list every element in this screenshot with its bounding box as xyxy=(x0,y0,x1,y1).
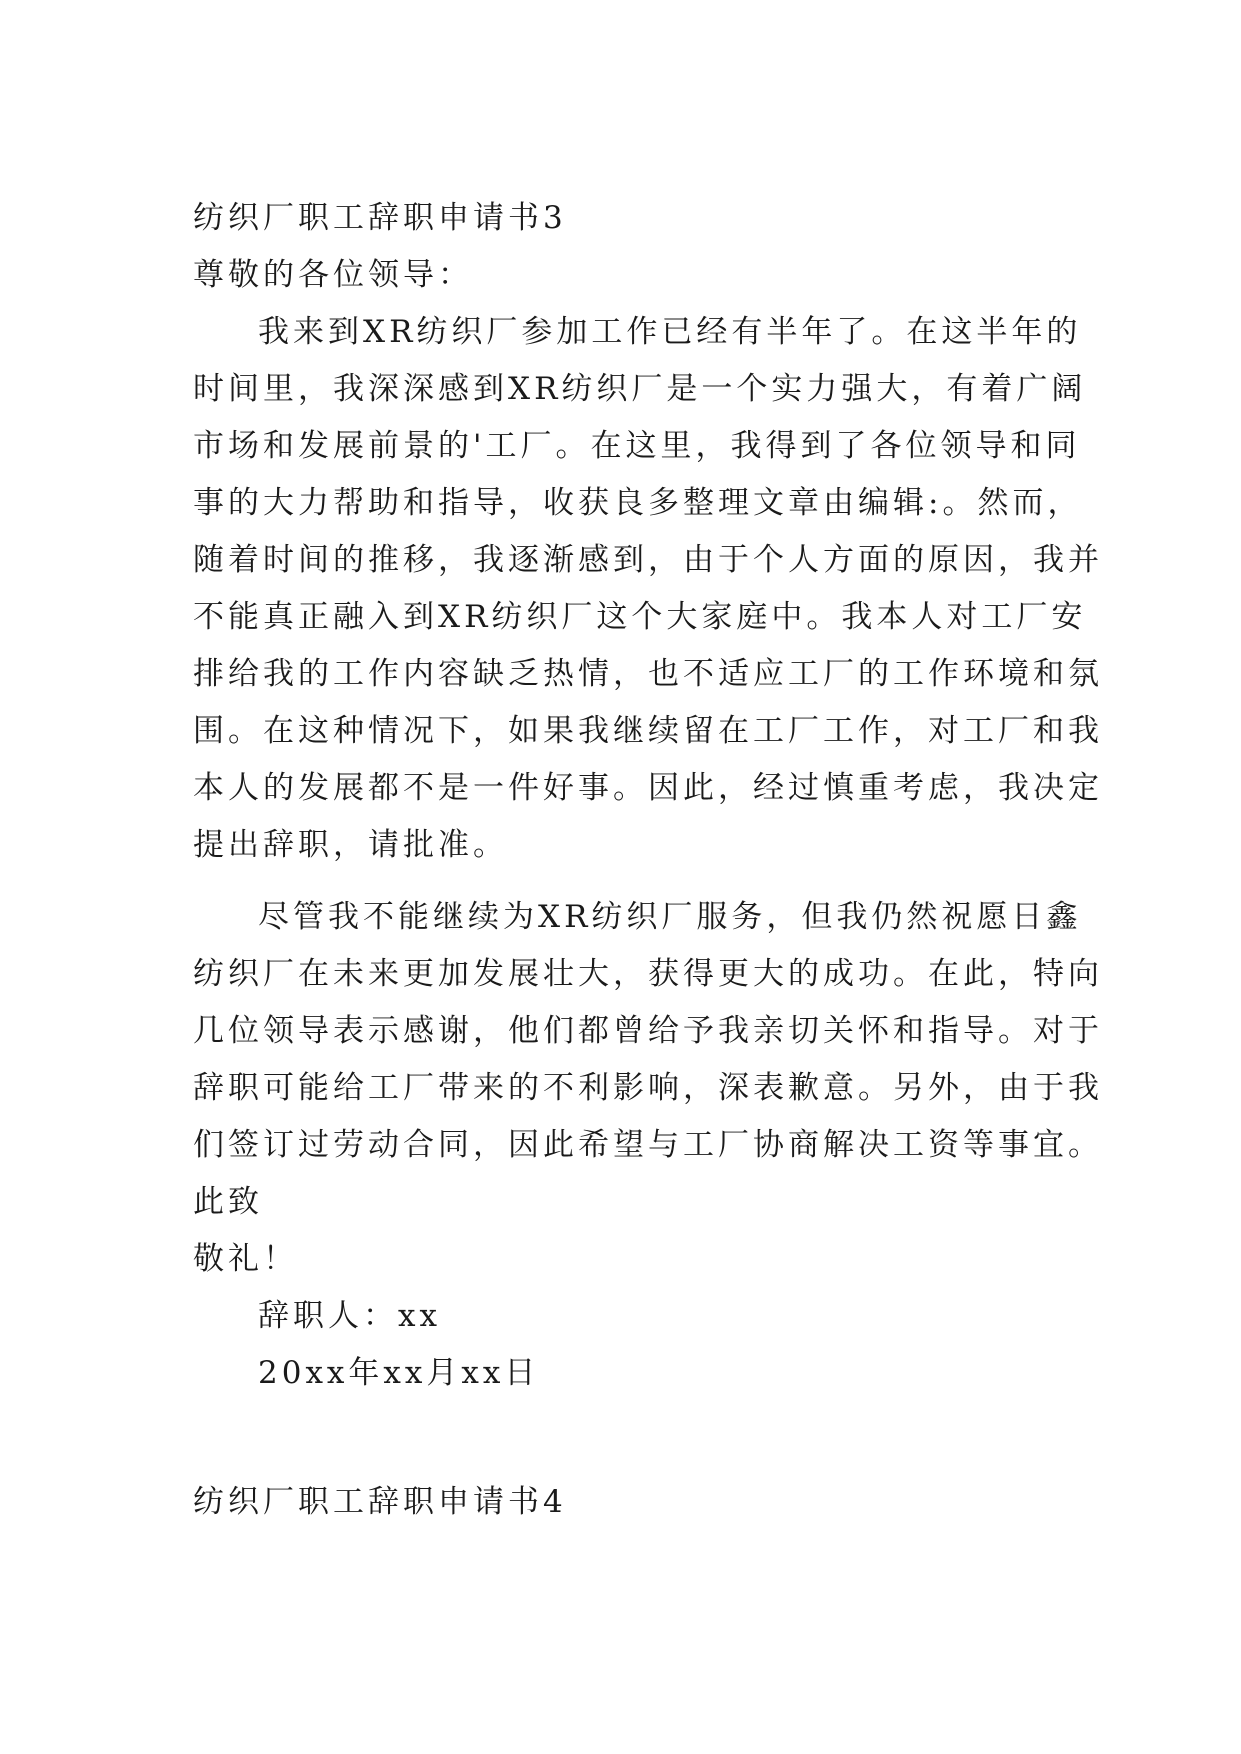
paragraph-line: 排给我的工作内容缺乏热情，也不适应工厂的工作环境和氛 xyxy=(193,656,1103,692)
closing-jing-li: 敬礼！ xyxy=(193,1241,298,1277)
salutation: 尊敬的各位领导： xyxy=(193,257,473,293)
paragraph-line: 们签订过劳动合同，因此希望与工厂协商解决工资等事宜。 xyxy=(193,1127,1103,1163)
paragraph-line: 时间里，我深深感到XR纺织厂是一个实力强大，有着广阔 xyxy=(193,371,1087,407)
paragraph-line: 辞职可能给工厂带来的不利影响，深表歉意。另外，由于我 xyxy=(193,1070,1103,1106)
paragraph-line: 事的大力帮助和指导，收获良多整理文章由编辑:。然而， xyxy=(193,485,1083,521)
signer: 辞职人：xx xyxy=(258,1298,441,1334)
next-section-title: 纺织厂职工辞职申请书4 xyxy=(193,1484,567,1520)
paragraph-line: 本人的发展都不是一件好事。因此，经过慎重考虑，我决定 xyxy=(193,770,1103,806)
paragraph-line: 几位领导表示感谢，他们都曾给予我亲切关怀和指导。对于 xyxy=(193,1013,1103,1049)
date: 20xx年xx月xx日 xyxy=(258,1355,540,1391)
section-title: 纺织厂职工辞职申请书3 xyxy=(193,200,567,236)
paragraph-line: 纺织厂在未来更加发展壮大，获得更大的成功。在此，特向 xyxy=(193,956,1103,992)
paragraph-line: 不能真正融入到XR纺织厂这个大家庭中。我本人对工厂安 xyxy=(193,599,1087,635)
paragraph-line: 尽管我不能继续为XR纺织厂服务，但我仍然祝愿日鑫 xyxy=(258,899,1082,935)
closing-ci-zhi: 此致 xyxy=(193,1184,263,1220)
paragraph-line: 围。在这种情况下，如果我继续留在工厂工作，对工厂和我 xyxy=(193,713,1103,749)
paragraph-line: 市场和发展前景的'工厂。在这里，我得到了各位领导和同 xyxy=(193,428,1081,464)
paragraph-line: 我来到XR纺织厂参加工作已经有半年了。在这半年的 xyxy=(258,314,1082,350)
paragraph-line: 随着时间的推移，我逐渐感到，由于个人方面的原因，我并 xyxy=(193,542,1103,578)
paragraph-line: 提出辞职，请批准。 xyxy=(193,827,508,863)
